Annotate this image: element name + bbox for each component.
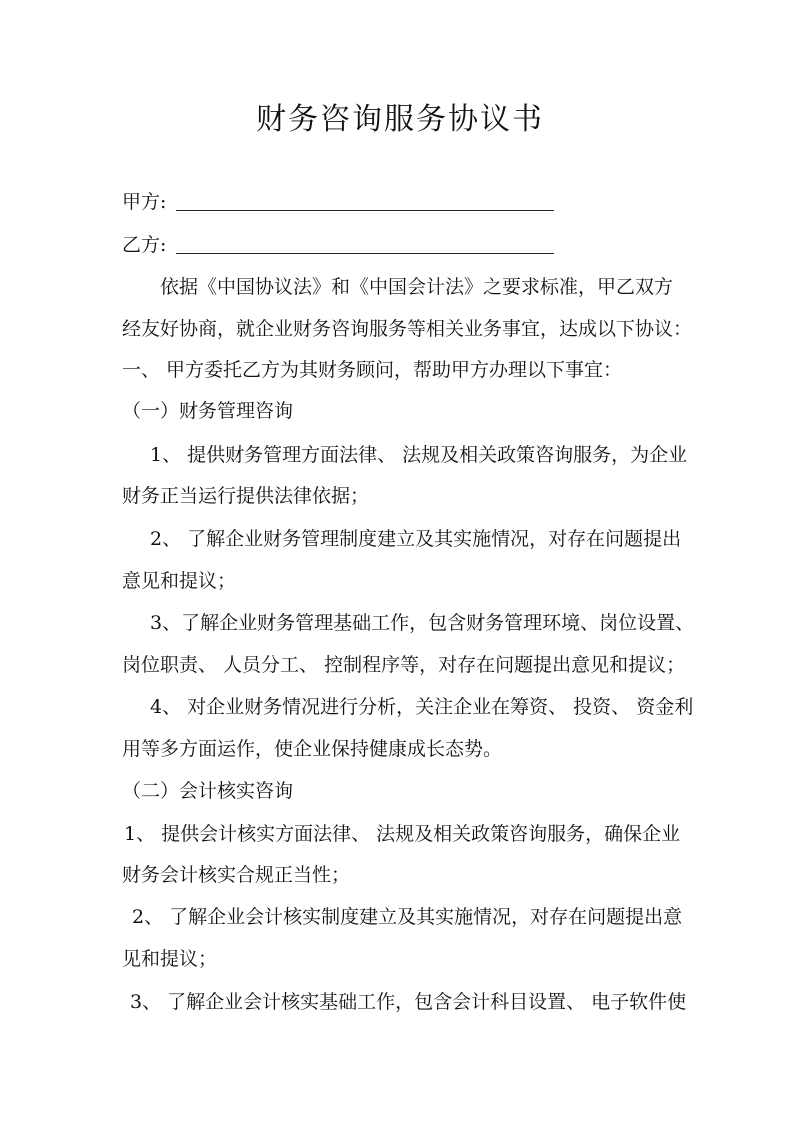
s2-item1-line-2: 财务会计核实合规正当性；	[122, 864, 351, 886]
s1-item2-line-2: 意见和提议；	[122, 570, 237, 592]
party-b-label: 乙方:	[122, 234, 167, 256]
section-1-heading: （一）财务管理咨询	[122, 400, 294, 422]
article-1: 一、 甲方委托乙方为其财务顾问，帮助甲方办理以下事宜：	[122, 359, 623, 381]
s1-item3-line-1: 3、了解企业财务管理基础工作，包含财务管理环境、岗位设置、	[150, 612, 695, 634]
party-a-blank-line	[176, 210, 554, 211]
s2-item2-line-2: 见和提议；	[122, 948, 218, 970]
s1-item1-line-1: 1、 提供财务管理方面法律、 法规及相关政策咨询服务，为企业	[150, 444, 688, 466]
s1-item4-line-1: 4、 对企业财务情况进行分析，关注企业在筹资、 投资、 资金利	[150, 696, 694, 718]
s1-item1-line-2: 财务正当运行提供法律依据；	[122, 485, 370, 507]
s2-item2-line-1: 2、 了解企业会计核实制度建立及其实施情况，对存在问题提出意	[132, 906, 683, 928]
s2-item3-line-1: 3、 了解企业会计核实基础工作，包含会计科目设置、 电子软件使	[130, 991, 687, 1013]
preamble-line-2: 经友好协商，就企业财务咨询服务等相关业务事宜，达成以下协议：	[122, 318, 693, 340]
preamble-line-1: 依据《中国协议法》和《中国会计法》之要求标准，甲乙双方	[160, 276, 674, 298]
section-2-heading: （二）会计核实咨询	[122, 780, 294, 802]
s1-item4-line-2: 用等多方面运作，使企业保持健康成长态势。	[122, 738, 503, 760]
s1-item3-line-2: 岗位职责、 人员分工、 控制程序等，对存在问题提出意见和提议；	[122, 654, 686, 676]
party-a-label: 甲方:	[122, 191, 167, 213]
s1-item2-line-1: 2、 了解企业财务管理制度建立及其实施情况，对存在问题提出	[150, 528, 682, 550]
party-b-blank-line	[176, 253, 554, 254]
document-title: 财务咨询服务协议书	[256, 102, 544, 137]
s2-item1-line-1: 1、 提供会计核实方面法律、 法规及相关政策咨询服务，确保企业	[124, 823, 681, 845]
